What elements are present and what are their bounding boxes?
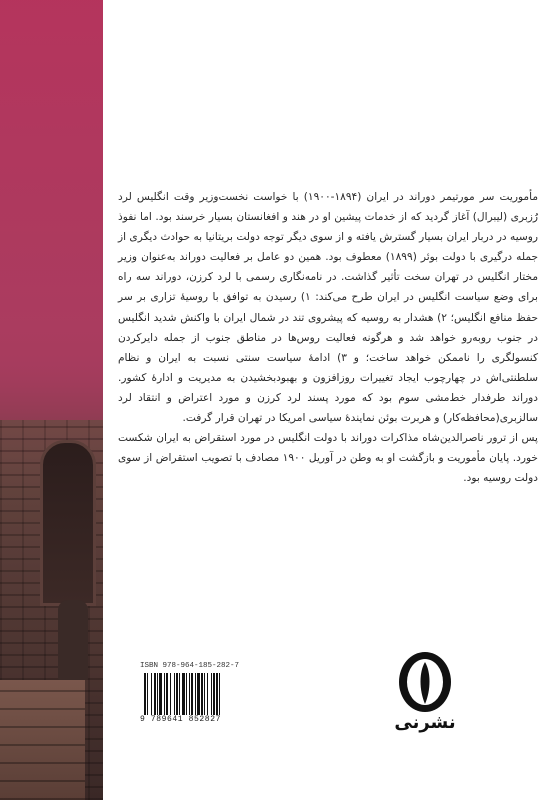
back-cover-blurb (118, 187, 538, 488)
barcode (140, 662, 268, 726)
barcode-bars (142, 673, 264, 715)
arched-doorway-image (40, 440, 96, 606)
blurb-paragraph-2: پس از ترور ناصرالدین‌شاه مذاکرات دوراند با دولت انگلیس در مورد استقراض به ایران شکست خورد. پایان مأموریت و بازگشت او به وطن در آوریل ۱۹۰۰ مصادف با تصویب استقراض از سوی دولت روسیه بود. (118, 432, 538, 485)
handwritten-signature (60, 640, 94, 720)
isbn-label: ISBN 978-964-185-282-7 (140, 662, 240, 670)
barcode-number: 9 789641 852827 (140, 715, 222, 724)
blurb-paragraph-1: مأموریت سر مورتیمر دوراند در ایران (۱۸۹۴-۱۹۰۰) با خواست نخست‌وزیر وقت انگلیس لرد رُزبری (لیبرال) آغاز گردید که از خدمات پیشین او در هند و افغانستان بسیار خرسند بود. اما نفوذ روسیه در دربار ایران بسیار گسترش یافته و از سوی دیگر توجه دولت بریتانیا به حوادث دیگری از جمله درگیری با دولت بوئر (۱۸۹۹) معطوف بود. همین دو عامل بر فعالیت دوراند به‌عنوان وزیر مختار انگلیس در تهران سخت تأثیر گذاشت. در نامه‌نگاری رسمی با لرد کرزن، دوراند سه راه برای وضع سیاست انگلیس در ایران طرح می‌کند: ۱) رسیدن به توافق با روسیهٔ تزاری بر سر حفظ منافع انگلیس؛ ۲) هشدار به روسیه که پیشروی تند در شمال ایران با واکنش شدید انگلیس در جنوب روبه‌رو خواهد شد و هرگونه فعالیت روس‌ها در مناطق جنوب از جمله دایرکردن کنسولگری را ناممکن خواهد ساخت؛ و ۳) ادامهٔ سیاست سنتی نسبت به ایران و نظام سلطنتی‌اش در چهارچوب ایجاد تغییرات روزافزون و بهبودبخشیدن به مدیریت و ادارهٔ کشور. دوراند طرفدار خط‌مشی سوم بود که مورد پسند لرد کرزن و مورد اعتراض و انتقاد لرد سالزبری(محافظه‌کار) و هربرت بوئن نمایندهٔ سیاسی امریکا در تهران قرار گرفت. (118, 191, 539, 425)
publisher-name: نشرنی (394, 712, 456, 733)
cover-photo-strip (0, 0, 103, 800)
publisher-logo-icon (395, 650, 455, 714)
